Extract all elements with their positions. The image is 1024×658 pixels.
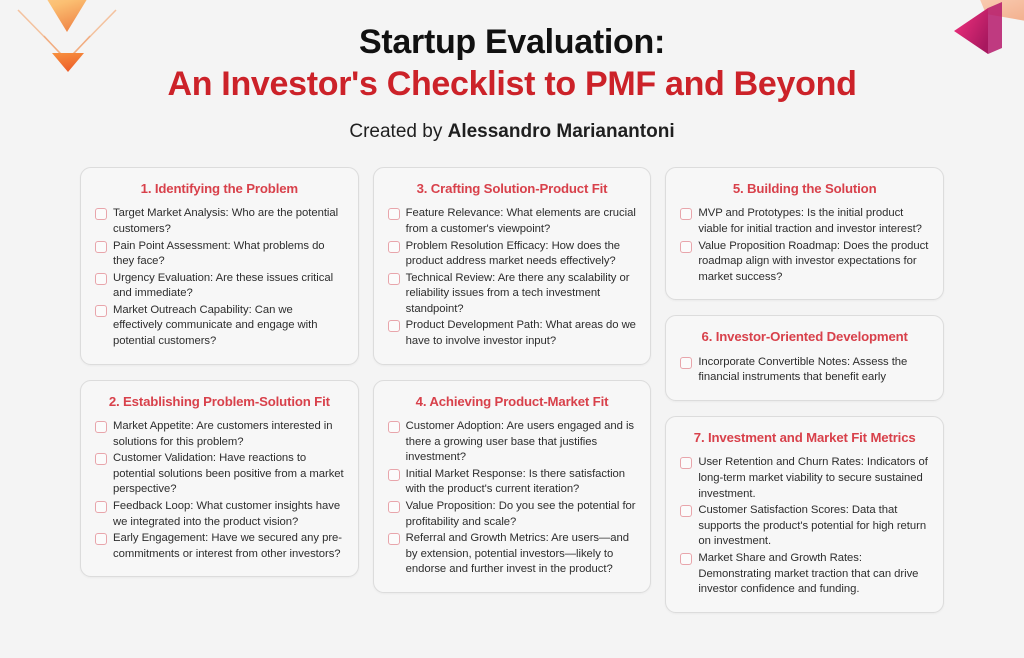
checklist-column-1 (80, 167, 359, 577)
byline (0, 121, 1024, 143)
checklist-item[interactable] (95, 419, 344, 450)
checklist-item-label: Market Share and Growth Rates: Demonstrating market traction that can drive investor confidence and funding. (698, 551, 919, 596)
checklist-item-label: User Retention and Churn Rates: Indicators of long-term market viability to secure sustained investment. (698, 456, 928, 500)
card-item-list (680, 455, 929, 597)
checklist-card (80, 167, 359, 365)
checklist-item-label: Product Development Path: What areas do we have to involve investor input? (405, 319, 636, 348)
checklist-item-label: Target Market Analysis: Who are the potential customers? (113, 207, 339, 235)
checklist-item-label: Value Proposition Roadmap: Does the product roadmap align with investor expectations for market success? (698, 239, 929, 283)
card-item-list (95, 419, 344, 562)
checkbox-unchecked-icon[interactable] (680, 241, 692, 253)
checklist-item[interactable] (388, 239, 637, 270)
page-header (0, 0, 1024, 143)
checklist-item[interactable] (680, 503, 929, 550)
checkbox-unchecked-icon[interactable] (680, 505, 692, 517)
checklist-item[interactable] (680, 206, 929, 237)
byline-author: Alessandro Marianantoni (447, 120, 675, 142)
checklist-item-label: Customer Satisfaction Scores: Data that supports the product's potential for high return on investment. (698, 504, 927, 548)
card-item-list (680, 206, 929, 285)
checkbox-unchecked-icon[interactable] (388, 273, 400, 285)
checklist-item[interactable] (388, 531, 637, 578)
checklist-item[interactable] (388, 419, 637, 466)
checklist-item[interactable] (95, 451, 344, 498)
checklist-item-label: Pain Point Assessment: What problems do they face? (113, 239, 325, 268)
checkbox-unchecked-icon[interactable] (388, 469, 400, 481)
checklist-item[interactable] (680, 239, 929, 286)
card-title: 6. Investor-Oriented Development (701, 329, 908, 345)
checklist-item[interactable] (680, 355, 929, 386)
checklist-column-3 (665, 167, 944, 613)
checklist-item-label: Technical Review: Are there any scalability or reliability issues from a tech investment standpoint? (405, 271, 630, 315)
checklist-item[interactable] (95, 239, 344, 270)
checklist-card (665, 167, 944, 300)
checklist-card (373, 167, 652, 365)
checkbox-unchecked-icon[interactable] (680, 357, 692, 369)
checkbox-unchecked-icon[interactable] (95, 421, 107, 433)
checkbox-unchecked-icon[interactable] (680, 553, 692, 565)
page-title-secondary: An Investor's Checklist to PMF and Beyond (167, 65, 857, 104)
checklist-item-label: MVP and Prototypes: Is the initial product viable for initial traction and investor interest? (698, 207, 922, 235)
checklist-item-label: Feedback Loop: What customer insights have we integrated into the product vision? (113, 500, 341, 528)
checkbox-unchecked-icon[interactable] (388, 501, 400, 513)
checkbox-unchecked-icon[interactable] (680, 457, 692, 469)
checkbox-unchecked-icon[interactable] (95, 453, 107, 465)
checklist-item-label: Incorporate Convertible Notes: Assess the financial instruments that benefit early (698, 355, 908, 384)
checkbox-unchecked-icon[interactable] (388, 533, 400, 545)
checkbox-unchecked-icon[interactable] (388, 320, 400, 332)
checklist-item[interactable] (388, 271, 637, 318)
checkbox-unchecked-icon[interactable] (95, 533, 107, 545)
card-item-list (388, 419, 637, 578)
checkbox-unchecked-icon[interactable] (95, 501, 107, 513)
card-item-list (388, 206, 637, 349)
checkbox-unchecked-icon[interactable] (95, 208, 107, 220)
checklist-item-label: Early Engagement: Have we secured any pre-commitments or interest from other investors? (113, 532, 342, 560)
checklist-item[interactable] (95, 206, 344, 237)
checklist-column-2 (373, 167, 652, 593)
checklist-item-label: Problem Resolution Efficacy: How does the product address market needs effectively? (405, 239, 621, 268)
checklist-card (373, 380, 652, 593)
checklist-card (665, 416, 944, 613)
checklist-card (80, 380, 359, 578)
checkbox-unchecked-icon[interactable] (388, 421, 400, 433)
checklist-item[interactable] (388, 206, 637, 237)
checklist-board (0, 143, 1024, 613)
checklist-item[interactable] (95, 499, 344, 530)
card-item-list (95, 206, 344, 349)
checklist-item-label: Customer Validation: Have reactions to potential solutions been positive from a market perspective? (113, 452, 344, 496)
checklist-item-label: Value Proposition: Do you see the potential for profitability and scale? (405, 500, 636, 528)
checklist-item[interactable] (388, 467, 637, 498)
checklist-card (665, 315, 944, 401)
checklist-item-label: Urgency Evaluation: Are these issues critical and immediate? (113, 271, 334, 300)
checklist-item-label: Feature Relevance: What elements are crucial from a customer's viewpoint? (405, 207, 636, 235)
byline-prefix: Created by (349, 120, 448, 142)
checklist-item[interactable] (95, 271, 344, 302)
card-title: 7. Investment and Market Fit Metrics (693, 429, 916, 445)
checklist-item[interactable] (680, 551, 929, 598)
checkbox-unchecked-icon[interactable] (680, 208, 692, 220)
card-title: 4. Achieving Product-Market Fit (415, 393, 609, 409)
checkbox-unchecked-icon[interactable] (95, 305, 107, 317)
card-title: 2. Establishing Problem-Solution Fit (108, 393, 330, 409)
checklist-item-label: Customer Adoption: Are users engaged and is there a growing user base that justifies investment? (405, 420, 634, 464)
checklist-item[interactable] (388, 318, 637, 349)
checklist-item[interactable] (95, 531, 344, 562)
checkbox-unchecked-icon[interactable] (388, 241, 400, 253)
page-title-primary: Startup Evaluation: (359, 23, 665, 61)
checklist-item[interactable] (388, 499, 637, 530)
card-title: 1. Identifying the Problem (140, 180, 298, 196)
card-item-list (680, 355, 929, 386)
checklist-item-label: Market Outreach Capability: Can we effectively communicate and engage with potential customers? (113, 303, 318, 348)
checkbox-unchecked-icon[interactable] (95, 273, 107, 285)
checklist-item[interactable] (680, 455, 929, 502)
checklist-item-label: Initial Market Response: Is there satisfaction with the product's current iteration? (405, 467, 626, 496)
card-title: 5. Building the Solution (732, 180, 877, 196)
checklist-item-label: Market Appetite: Are customers interested in solutions for this problem? (113, 420, 333, 448)
checkbox-unchecked-icon[interactable] (388, 208, 400, 220)
checkbox-unchecked-icon[interactable] (95, 241, 107, 253)
checklist-item-label: Referral and Growth Metrics: Are users—and by extension, potential investors—likely to endorse and further invest in the product? (405, 532, 629, 576)
card-title: 3. Crafting Solution-Product Fit (416, 180, 608, 196)
checklist-item[interactable] (95, 303, 344, 350)
